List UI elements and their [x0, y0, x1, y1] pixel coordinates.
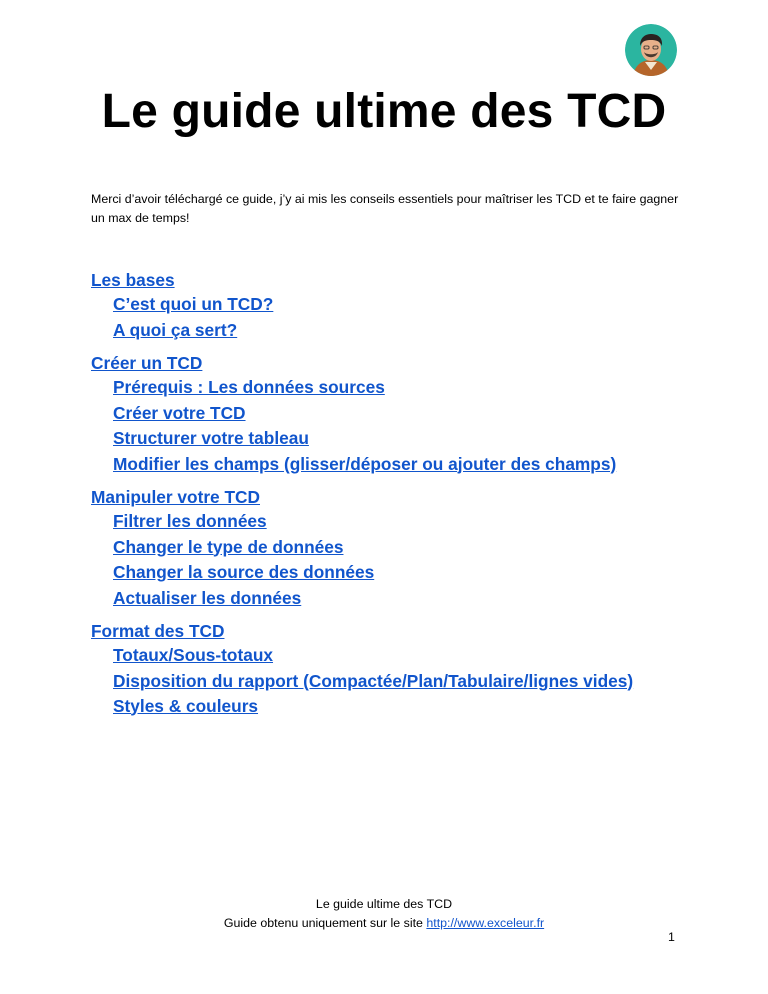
footer-source-line — [0, 914, 768, 933]
toc-link-format-des-tcd[interactable]: Format des TCD — [91, 621, 225, 641]
toc-link-changer-la-source[interactable]: Changer la source des données — [113, 562, 375, 582]
toc-section-manipuler-votre-tcd — [91, 485, 691, 611]
toc-link-a-quoi-ca-sert[interactable]: A quoi ça sert? — [113, 319, 238, 340]
toc-link-creer-votre-tcd[interactable]: Créer votre TCD — [113, 402, 246, 423]
toc-link-les-bases[interactable]: Les bases — [91, 270, 175, 290]
toc-section-format-des-tcd — [91, 619, 691, 719]
toc-link-filtrer-les-donnees[interactable]: Filtrer les données — [113, 511, 267, 531]
toc-link-totaux-sous-totaux[interactable]: Totaux/Sous-totaux — [113, 645, 274, 665]
toc-link-modifier-les-champs[interactable]: Modifier les champs (glisser/déposer ou ajouter des champs) — [113, 453, 617, 474]
toc-link-styles-couleurs[interactable]: Styles & couleurs — [113, 695, 259, 716]
page-number: 1 — [668, 930, 675, 944]
footer-site-link[interactable]: http://www.exceleur.fr — [426, 916, 545, 930]
toc-section-creer-un-tcd — [91, 351, 691, 477]
toc-link-cest-quoi-un-tcd[interactable]: C’est quoi un TCD? — [113, 294, 274, 314]
author-portrait-icon — [625, 24, 677, 76]
footer-source-text: Guide obtenu uniquement sur le site — [223, 916, 427, 930]
footer-title: Le guide ultime des TCD — [315, 897, 453, 911]
toc-link-structurer-votre-tableau[interactable]: Structurer votre tableau — [113, 428, 309, 448]
table-of-contents — [91, 268, 691, 727]
intro-paragraph: Merci d’avoir téléchargé ce guide, j’y ai mis les conseils essentiels pour maîtriser les TCD et te faire gagner un max de temps! — [91, 192, 679, 225]
toc-section-les-bases — [91, 268, 691, 343]
page-footer — [0, 895, 768, 933]
toc-link-creer-un-tcd[interactable]: Créer un TCD — [91, 353, 203, 373]
toc-link-manipuler-votre-tcd[interactable]: Manipuler votre TCD — [91, 487, 260, 507]
toc-link-actualiser-les-donnees[interactable]: Actualiser les données — [113, 587, 302, 608]
document-title: Le guide ultime des TCD — [101, 85, 667, 138]
toc-link-changer-le-type[interactable]: Changer le type de données — [113, 536, 344, 557]
toc-link-prerequis[interactable]: Prérequis : Les données sources — [113, 377, 385, 397]
toc-link-disposition-du-rapport[interactable]: Disposition du rapport (Compactée/Plan/Tabulaire/lignes vides) — [113, 670, 634, 691]
author-avatar — [625, 24, 677, 76]
